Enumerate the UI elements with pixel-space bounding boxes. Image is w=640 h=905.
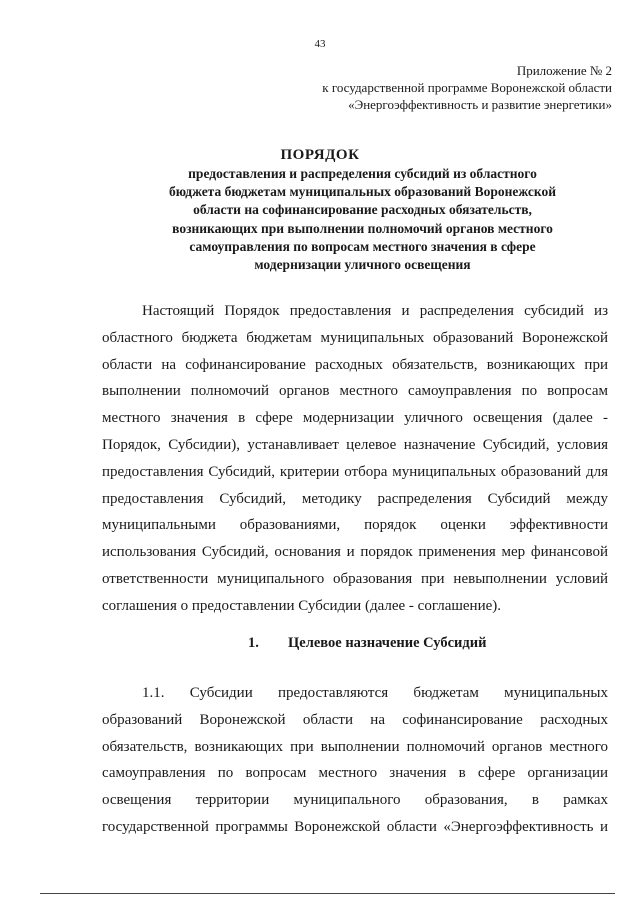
paragraph-line: предоставления Субсидий, критерии отбора муниципальных образований для — [102, 463, 608, 480]
paragraph-line: муниципальными образованиями, порядок оценки эффективности — [102, 517, 608, 534]
appendix-header — [322, 62, 612, 113]
section-heading — [248, 635, 486, 652]
subtitle-line: бюджета бюджетам муниципальных образований Воронежской — [168, 184, 557, 200]
paragraph-line: 1.1. Субсидии предоставляются бюджетам муниципальных — [142, 685, 608, 701]
subtitle-line: самоуправления по вопросам местного значения в сфере — [189, 238, 536, 254]
paragraph-line: Порядок, Субсидии), устанавливает целевое назначение Субсидий, условия — [102, 436, 608, 453]
subtitle-line: области на софинансирование расходных обязательств, — [193, 202, 532, 218]
paragraph-line: использования Субсидий, основания и порядок применения мер финансовой — [102, 544, 608, 561]
paragraph-line: местного значения в сфере модернизации уличного освещения (далее - — [102, 410, 608, 427]
page-number: 43 — [314, 38, 326, 50]
paragraph-line: государственной программы Воронежской области «Энергоэффективность и — [102, 818, 608, 835]
document-subtitle — [135, 165, 590, 274]
paragraph-line: образований Воронежской области на софинансирование расходных — [102, 711, 608, 728]
paragraph-line: обязательств, возникающих при выполнении полномочий органов местного — [102, 738, 608, 755]
paragraph-line: областного бюджета бюджетам муниципальных образований Воронежской — [102, 329, 608, 346]
paragraph-line: выполнении полномочий органов местного самоуправления по вопросам — [102, 383, 608, 400]
intro-paragraph — [102, 298, 608, 620]
document-title: ПОРЯДОК — [280, 147, 360, 163]
section-number: 1. — [248, 635, 259, 651]
section-title: Целевое назначение Субсидий — [288, 635, 487, 651]
subtitle-line: предоставления и распределения субсидий из областного — [188, 166, 537, 181]
appendix-line: Приложение № 2 — [516, 63, 612, 78]
paragraph-line: области на софинансирование расходных обязательств, возникающих при — [102, 356, 608, 373]
appendix-line: к государственной программе Воронежской области — [322, 80, 612, 95]
page-bottom-rule — [40, 893, 615, 894]
paragraph-line: освещения территории муниципального образования, в рамках — [102, 792, 608, 809]
section-paragraph — [102, 680, 608, 841]
subtitle-line: модернизации уличного освещения — [254, 257, 471, 273]
paragraph-line: самоуправления по вопросам местного значения в сфере организации — [102, 765, 608, 782]
paragraph-line: предоставления Субсидий, методику распределения Субсидий между — [102, 490, 608, 507]
paragraph-line: Настоящий Порядок предоставления и распределения субсидий из — [142, 303, 608, 319]
paragraph-line: ответственности муниципального образования при невыполнении условий — [102, 570, 608, 587]
paragraph-line: соглашения о предоставлении Субсидии (далее - соглашение). — [102, 597, 502, 614]
appendix-line: «Энергоэффективность и развитие энергетики» — [348, 97, 612, 112]
subtitle-line: возникающих при выполнении полномочий органов местного — [172, 220, 553, 236]
